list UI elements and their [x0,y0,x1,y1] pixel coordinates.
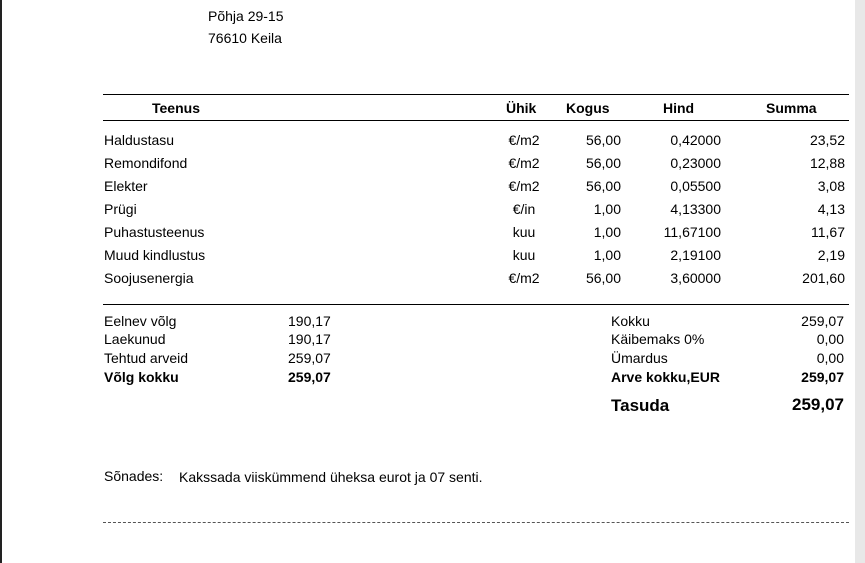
header-price: Hind [663,100,695,116]
table-cell-sum: 2,19 [817,247,845,263]
header-sum: Summa [766,100,817,116]
address-street: Põhja 29-15 [208,8,284,24]
table-cell-unit: €/m2 [508,155,540,171]
table-cell-sum: 12,88 [809,155,845,171]
table-cell-quantity: 1,00 [593,247,621,263]
table-cell-price: 4,13300 [670,201,721,217]
table-cell-service: Remondifond [104,155,188,171]
debt-value: 190,17 [288,313,331,329]
table-cell-service: Muud kindlustus [104,247,206,263]
debt-label: Tehtud arveid [104,350,189,366]
table-cell-price: 3,60000 [670,270,721,286]
table-cell-quantity: 1,00 [593,201,621,217]
debt-label: Laekunud [104,331,166,347]
totals-value: 0,00 [816,350,844,366]
in-words-text: Kakssada viiskümmend üheksa eurot ja 07 senti. [179,469,483,485]
left-border [0,0,2,563]
table-cell-sum: 3,08 [817,178,845,194]
debt-total-label: Võlg kokku [104,369,179,385]
page-edge [855,0,865,563]
table-cell-service: Elekter [104,178,148,194]
header-quantity: Kogus [566,100,610,116]
table-cell-quantity: 56,00 [585,178,621,194]
invoice-total-label: Arve kokku,EUR [611,369,720,385]
table-cell-sum: 4,13 [817,201,845,217]
debt-value: 259,07 [288,350,331,366]
dashed-separator [103,522,849,523]
totals-label: Käibemaks 0% [611,331,705,347]
table-cell-unit: €/m2 [508,270,540,286]
table-cell-unit: €/m2 [508,132,540,148]
table-cell-price: 11,67100 [663,224,721,240]
table-cell-quantity: 1,00 [593,224,621,240]
address-city: 76610 Keila [208,30,282,46]
table-cell-price: 2,19100 [670,247,721,263]
totals-value: 0,00 [816,331,844,347]
totals-label: Kokku [611,313,650,329]
table-cell-price: 0,23000 [670,155,721,171]
table-bottom-rule [103,304,849,305]
totals-label: Ümardus [611,350,668,366]
table-cell-quantity: 56,00 [585,155,621,171]
table-top-rule [103,94,849,95]
header-unit: Ühik [506,100,537,116]
table-cell-service: Puhastusteenus [104,224,205,240]
table-cell-unit: kuu [512,224,536,240]
invoice-total-value: 259,07 [801,369,844,385]
payable-value: 259,07 [792,395,844,414]
table-cell-unit: kuu [512,247,536,263]
table-cell-unit: €/m2 [508,178,540,194]
table-cell-sum: 201,60 [802,270,845,286]
header-service: Teenus [152,100,200,116]
table-cell-service: Haldustasu [104,132,175,148]
debt-label: Eelnev võlg [104,313,177,329]
table-cell-quantity: 56,00 [585,270,621,286]
table-cell-quantity: 56,00 [585,132,621,148]
payable-label: Tasuda [611,396,670,415]
debt-value: 190,17 [288,331,331,347]
table-cell-price: 0,42000 [670,132,721,148]
table-cell-price: 0,05500 [670,178,721,194]
table-header-rule [103,120,849,121]
totals-value: 259,07 [801,313,844,329]
table-cell-unit: €/in [512,201,536,217]
debt-total-value: 259,07 [288,369,331,385]
in-words-label: Sõnades: [104,468,164,484]
table-cell-service: Soojusenergia [104,270,194,286]
table-cell-service: Prügi [104,201,137,217]
table-cell-sum: 23,52 [809,132,845,148]
table-cell-sum: 11,67 [811,224,845,240]
